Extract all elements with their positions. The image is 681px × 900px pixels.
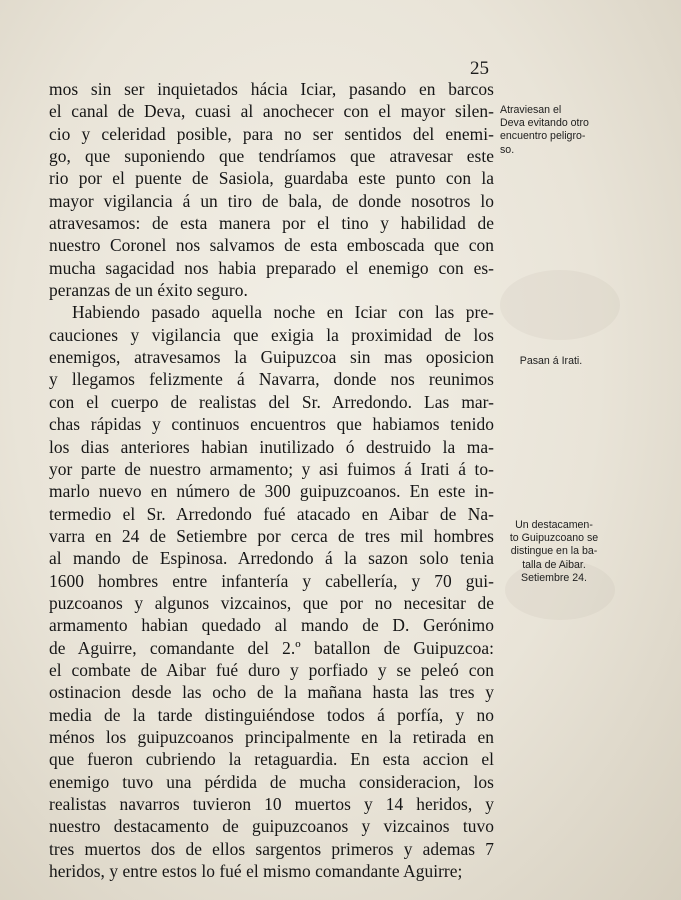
text-line: 1600 hombres entre infantería y cabellería, y 70 gui- [49,570,494,591]
text-line: Habiendo pasado aquella noche en Iciar con las pre- [72,302,494,323]
text-line: enemigo tuvo una pérdida de mucha consideracion, los [49,771,494,792]
margin-note-line: Atraviesan el [500,104,562,116]
text-line: mos sin ser inquietados hácia Iciar, pasando en barcos [49,79,494,99]
text-line: rio por el puente de Sasiola, guardaba este punto con la [49,168,494,189]
margin-note-deva [500,104,612,157]
text-line: termedio el Sr. Arredondo fué atacado en Aibar de Na- [49,503,494,524]
text-line: varra en 24 de Setiembre por cerca de tres mil hombres [49,525,494,546]
text-line: nuestro Coronel nos salvamos de esta emboscada que con [49,235,494,256]
page-number: 25 [470,58,489,79]
margin-note-line: Un destacamen- [515,519,593,531]
text-line: mucha sagacidad nos habia preparado el enemigo con es- [49,257,494,278]
text-line: mayor vigilancia á un tiro de bala, de donde nosotros lo [49,190,494,211]
text-line: tres muertos dos de ellos sargentos primeros y ademas 7 [49,838,494,859]
text-line: al mando de Espinosa. Arredondo á la sazon solo tenia [49,548,494,569]
text-line: yor parte de nuestro armamento; y asi fuimos á Irati á to- [49,458,494,479]
paragraph [49,78,494,301]
margin-note-line: so. [500,143,515,156]
text-line: nuestro destacamento de guipuzcoanos y vizcainos tuvo [49,816,494,837]
text-line: marlo nuevo en número de 300 guipuzcoanos. En este in- [49,481,494,502]
text-line: el combate de Aibar fué duro y porfiado y se peleó con [49,659,494,680]
margin-note-line: Pasan á Irati. [519,355,583,367]
text-line: que fueron cubriendo la retaguardia. En esta accion el [49,749,494,770]
margin-note-irati [500,355,602,368]
text-line: go, que suponiendo que tendríamos que atravesar este [49,146,494,167]
text-line: de Aguirre, comandante del 2.º batallon de Guipuzcoa: [49,637,494,658]
text-line: los dias anteriores habian inutilizado ó destruido la ma- [49,436,494,457]
margin-note-line: distingue en la ba- [510,545,598,558]
margin-note-line: encuentro peligro- [500,130,586,143]
text-line: y llegamos felizmente á Navarra, donde nos reunimos [49,369,494,390]
text-line: cio y celeridad posible, para no ser sentidos del enemi- [49,123,494,144]
margin-note-line: to Guipuzcoano se [509,532,599,545]
text-line: ménos los guipuzcoanos principalmente en la retirada en [49,726,494,747]
body-text [49,78,494,882]
margin-note-aibar [500,519,608,585]
text-line: el canal de Deva, cuasi al anochecer con el mayor silen- [49,101,494,122]
text-line: media de la tarde distinguiéndose todos á porfía, y no [49,704,494,725]
margin-note-line: Setiembre 24. [521,571,587,584]
text-line: peranzas de un éxito seguro. [49,280,248,301]
text-line: puzcoanos y algunos vizcainos, que por no necesitar de [49,592,494,613]
bleed-through-stain [500,270,620,340]
text-line: enemigos, atravesamos la Guipuzcoa sin mas oposicion [49,347,494,368]
margin-note-line: Deva evitando otro [500,117,589,130]
text-line: chas rápidas y continuos encuentros que habiamos tenido [49,414,494,435]
text-line: con el cuerpo de realistas del Sr. Arredondo. Las mar- [49,391,494,412]
text-line: armamento habian quedado al mando de D. Gerónimo [49,615,494,636]
text-line: heridos, y entre estos lo fué el mismo comandante Aguirre; [49,861,463,882]
text-line: atravesamos: de esta manera por el tino y habilidad de [49,213,494,234]
text-line: cauciones y vigilancia que exigia la proximidad de los [49,324,494,345]
margin-note-line: talla de Aibar. [522,558,586,571]
text-line: ostinacion desde las ocho de la mañana hasta las tres y [49,682,494,703]
paragraph [49,301,494,882]
text-line: realistas navarros tuvieron 10 muertos y 14 heridos, y [49,794,494,814]
